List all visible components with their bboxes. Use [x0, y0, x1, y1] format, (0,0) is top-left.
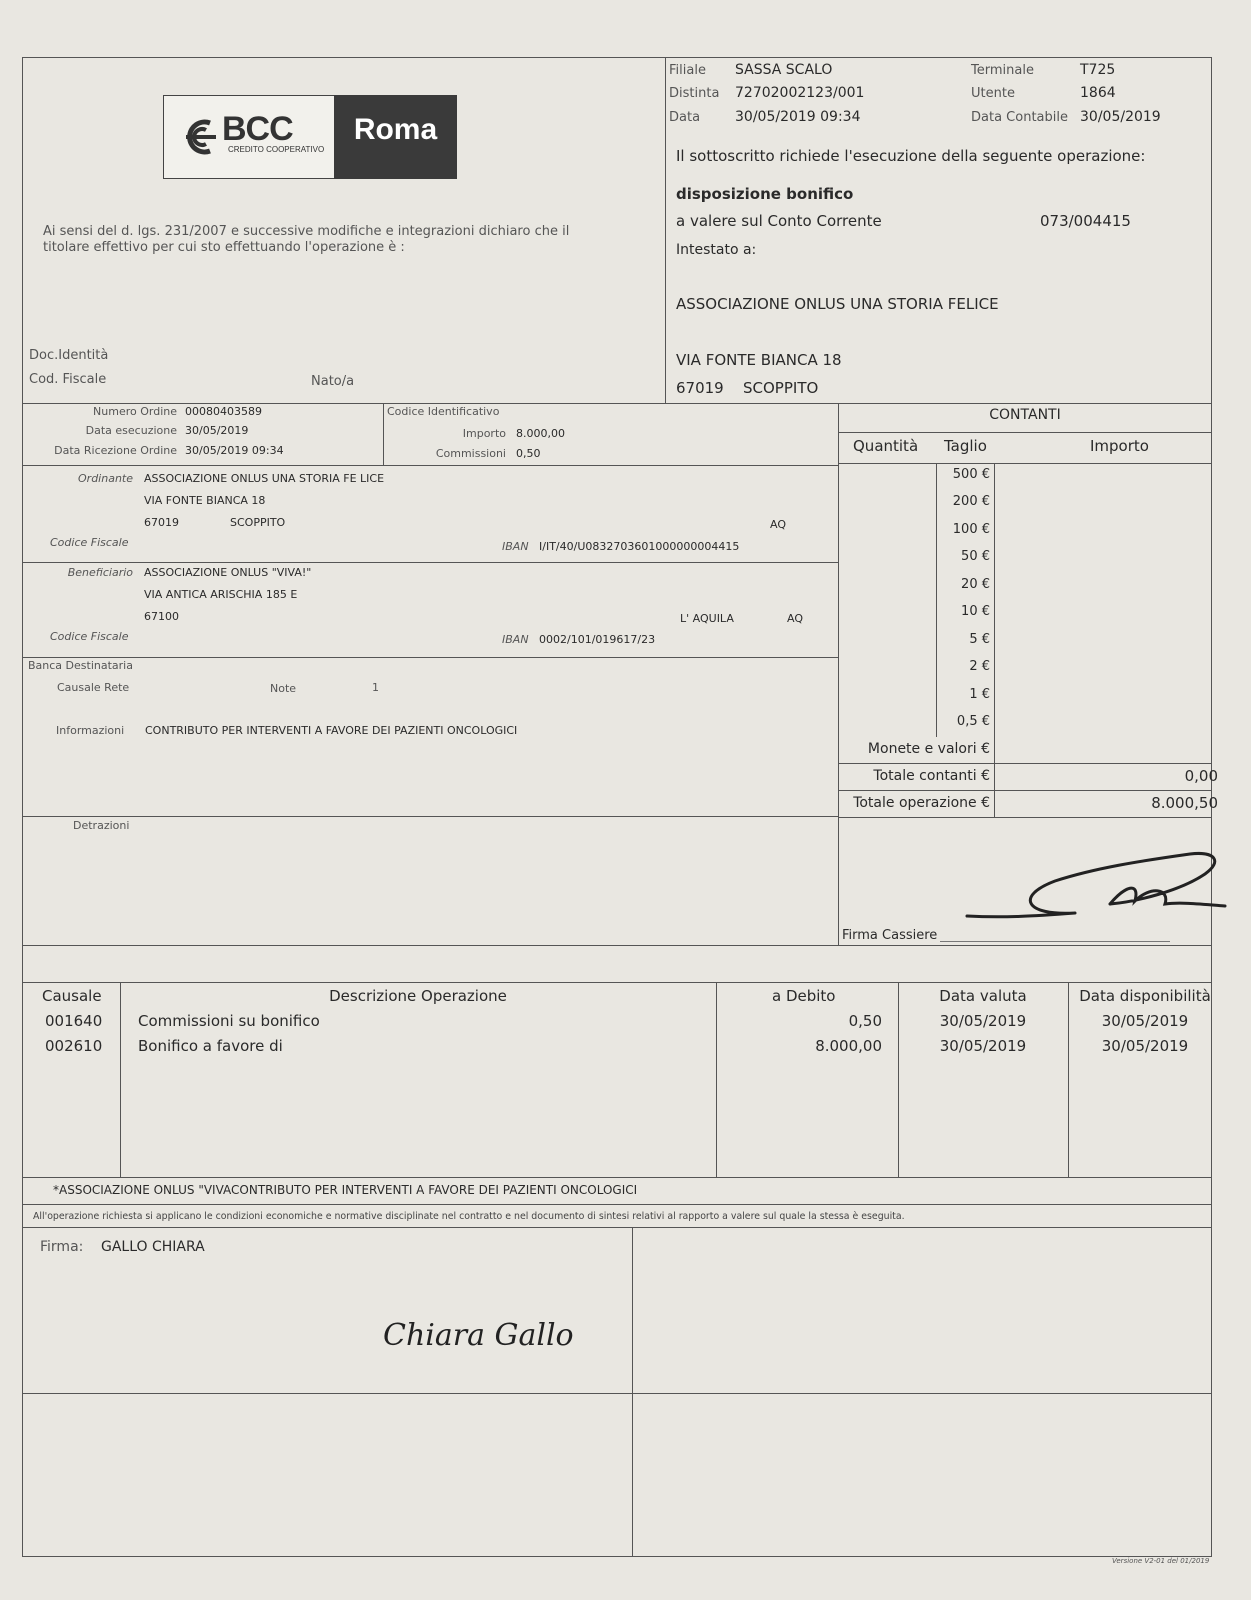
divider	[665, 57, 666, 403]
taglio-1: 1 €	[969, 687, 990, 702]
logo-subtitle: CREDITO COOPERATIVO	[228, 145, 325, 154]
col-importo: Importo	[1090, 437, 1149, 455]
doc-identita-label: Doc.Identità	[29, 348, 109, 363]
beneficiario-prov: AQ	[787, 612, 803, 625]
divider	[22, 1393, 1212, 1394]
version-text: Versione V2-01 del 01/2019	[1112, 1557, 1210, 1565]
declaration-line1: Ai sensi del d. lgs. 231/2007 e successive modifiche e integrazioni dichiaro che il	[43, 224, 570, 239]
cashier-signature	[965, 846, 1230, 926]
numero-ordine-label: Numero Ordine	[93, 405, 177, 418]
divider	[22, 403, 1212, 404]
intestatario-city: SCOPPITO	[743, 379, 819, 397]
nato-label: Nato/a	[311, 374, 355, 389]
beneficiario-cap: 67100	[144, 610, 179, 623]
row-data-disponibilita: 30/05/2019	[1101, 1037, 1189, 1055]
taglio-5: 5 €	[969, 632, 990, 647]
divider	[22, 562, 838, 563]
client-signature: Chiara Gallo	[383, 1318, 574, 1353]
divider	[22, 1227, 1212, 1228]
row-descrizione: Bonifico a favore di	[138, 1037, 283, 1055]
divider	[22, 465, 838, 466]
beneficiario-iban-label: IBAN	[502, 633, 529, 646]
beneficiario-address: VIA ANTICA ARISCHIA 185 E	[144, 588, 298, 601]
row-debito: 0,50	[848, 1012, 882, 1030]
firma-label: Firma:	[40, 1239, 84, 1255]
divider	[22, 1177, 1212, 1178]
divider	[22, 657, 838, 658]
taglio-2: 2 €	[969, 659, 990, 674]
numero-ordine-value: 00080403589	[185, 405, 262, 418]
ordinante-cap: 67019	[144, 516, 179, 529]
row-data-disponibilita: 30/05/2019	[1101, 1012, 1189, 1030]
request-intro: Il sottoscritto richiede l'esecuzione della seguente operazione:	[676, 147, 1146, 165]
ordinante-city: SCOPPITO	[230, 516, 286, 529]
col-causale: Causale	[42, 987, 102, 1005]
firma-cassiere-label: Firma Cassiere	[842, 928, 938, 943]
divider	[838, 790, 1212, 791]
ordinante-name: ASSOCIAZIONE ONLUS UNA STORIA FE LICE	[144, 472, 385, 485]
contanti-title: CONTANTI	[989, 407, 1061, 423]
totale-operazione-label: Totale operazione €	[853, 795, 990, 811]
taglio-100: 100 €	[952, 522, 990, 537]
data-contabile-label: Data Contabile	[971, 110, 1068, 125]
col-data-disponibilita: Data disponibilità	[1079, 987, 1211, 1005]
distinta-value: 72702002123/001	[735, 85, 865, 101]
conto-value: 073/004415	[1040, 212, 1131, 230]
ordinante-cf-label: Codice Fiscale	[50, 536, 129, 549]
terminale-label: Terminale	[971, 63, 1034, 78]
operation-type: disposizione bonifico	[676, 185, 854, 203]
conto-label: a valere sul Conto Corrente	[676, 212, 882, 230]
distinta-label: Distinta	[669, 86, 720, 101]
divider	[838, 817, 1212, 818]
divider	[838, 403, 839, 945]
col-debito: a Debito	[772, 987, 836, 1005]
importo-label: Importo	[462, 427, 506, 440]
data-esecuzione-value: 30/05/2019	[185, 424, 249, 437]
utente-value: 1864	[1080, 85, 1116, 101]
divider	[838, 432, 1212, 433]
divider	[838, 463, 1212, 464]
intestatario-address: VIA FONTE BIANCA 18	[676, 351, 842, 369]
utente-label: Utente	[971, 86, 1015, 101]
taglio-10: 10 €	[961, 604, 990, 619]
ordinante-iban: I/IT/40/U0832703601000000004415	[539, 540, 740, 553]
data-value: 30/05/2019 09:34	[735, 109, 861, 125]
ordinante-address: VIA FONTE BIANCA 18	[144, 494, 266, 507]
col-data-valuta: Data valuta	[939, 987, 1027, 1005]
taglio-200: 200 €	[952, 494, 990, 509]
ordinante-label: Ordinante	[78, 472, 133, 485]
divider	[22, 816, 838, 817]
beneficiario-name: ASSOCIAZIONE ONLUS "VIVA!"	[144, 566, 312, 579]
row-data-valuta: 30/05/2019	[939, 1037, 1027, 1055]
divider	[838, 763, 1212, 764]
movements-footnote: *ASSOCIAZIONE ONLUS "VIVACONTRIBUTO PER INTERVENTI A FAVORE DEI PAZIENTI ONCOLOGICI	[53, 1183, 638, 1197]
divider	[632, 1227, 633, 1557]
commissioni-value: 0,50	[516, 447, 541, 460]
codice-fiscale-label: Cod. Fiscale	[29, 372, 107, 387]
col-taglio: Taglio	[944, 437, 987, 455]
terminale-value: T725	[1080, 62, 1116, 78]
monete-label: Monete e valori €	[867, 741, 990, 757]
logo-roma-text: Roma	[353, 113, 438, 146]
row-debito: 8.000,00	[815, 1037, 882, 1055]
taglio-50: 50 €	[961, 549, 990, 564]
totale-contanti-label: Totale contanti €	[873, 768, 990, 784]
ordinante-prov: AQ	[770, 518, 786, 531]
firma-name: GALLO CHIARA	[101, 1239, 205, 1255]
informazioni-value: CONTRIBUTO PER INTERVENTI A FAVORE DEI PAZIENTI ONCOLOGICI	[145, 724, 518, 737]
beneficiario-label: Beneficiario	[67, 566, 133, 579]
data-ricezione-value: 30/05/2019 09:34	[185, 444, 284, 457]
row-causale: 001640	[45, 1012, 103, 1030]
totale-operazione-value: 8.000,50	[1151, 794, 1218, 812]
banca-destinataria-label: Banca Destinataria	[28, 659, 133, 672]
declaration-line2: titolare effettivo per cui sto effettuando l'operazione è :	[43, 240, 405, 255]
taglio-0-5: 0,5 €	[956, 714, 990, 729]
divider	[22, 945, 1212, 946]
col-descrizione: Descrizione Operazione	[329, 987, 507, 1005]
commissioni-label: Commissioni	[435, 447, 506, 460]
intestato-label: Intestato a:	[676, 242, 757, 258]
informazioni-label: Informazioni	[56, 724, 125, 737]
intestatario-cap: 67019	[676, 379, 724, 397]
note-label: Note	[270, 682, 297, 695]
bcc-mark-icon	[182, 115, 222, 159]
filiale-value: SASSA SCALO	[735, 62, 833, 78]
filiale-label: Filiale	[669, 63, 706, 78]
taglio-20: 20 €	[961, 577, 990, 592]
logo-bcc-text: BCC	[222, 110, 293, 148]
causale-rete-label: Causale Rete	[57, 681, 130, 694]
data-label: Data	[669, 110, 701, 125]
taglio-500: 500 €	[952, 467, 990, 482]
conditions-text: All'operazione richiesta si applicano le condizioni economiche e normative disciplinate nel contratto e nel documento di sintesi relativi al rapporto a valere sul quale la stessa è eseguita.	[33, 1211, 905, 1222]
importo-value: 8.000,00	[516, 427, 565, 440]
divider	[22, 982, 1212, 983]
data-esecuzione-label: Data esecuzione	[85, 424, 177, 437]
row-data-valuta: 30/05/2019	[939, 1012, 1027, 1030]
beneficiario-iban: 0002/101/019617/23	[539, 633, 656, 646]
intestatario-name: ASSOCIAZIONE ONLUS UNA STORIA FELICE	[676, 295, 999, 313]
data-contabile-value: 30/05/2019	[1080, 109, 1161, 125]
note-value: 1	[372, 681, 379, 694]
divider	[120, 982, 121, 1177]
divider	[383, 403, 384, 465]
firma-cassiere-line	[940, 941, 1170, 942]
beneficiario-cf-label: Codice Fiscale	[50, 630, 129, 643]
divider	[22, 1204, 1212, 1205]
ordinante-iban-label: IBAN	[502, 540, 529, 553]
codice-identificativo-label: Codice Identificativo	[387, 405, 500, 418]
detrazioni-label: Detrazioni	[73, 819, 130, 832]
col-quantita: Quantità	[853, 437, 919, 455]
totale-contanti-value: 0,00	[1184, 767, 1218, 785]
data-ricezione-label: Data Ricezione Ordine	[54, 444, 177, 457]
row-causale: 002610	[45, 1037, 103, 1055]
row-descrizione: Commissioni su bonifico	[138, 1012, 320, 1030]
beneficiario-city: L' AQUILA	[680, 612, 734, 625]
